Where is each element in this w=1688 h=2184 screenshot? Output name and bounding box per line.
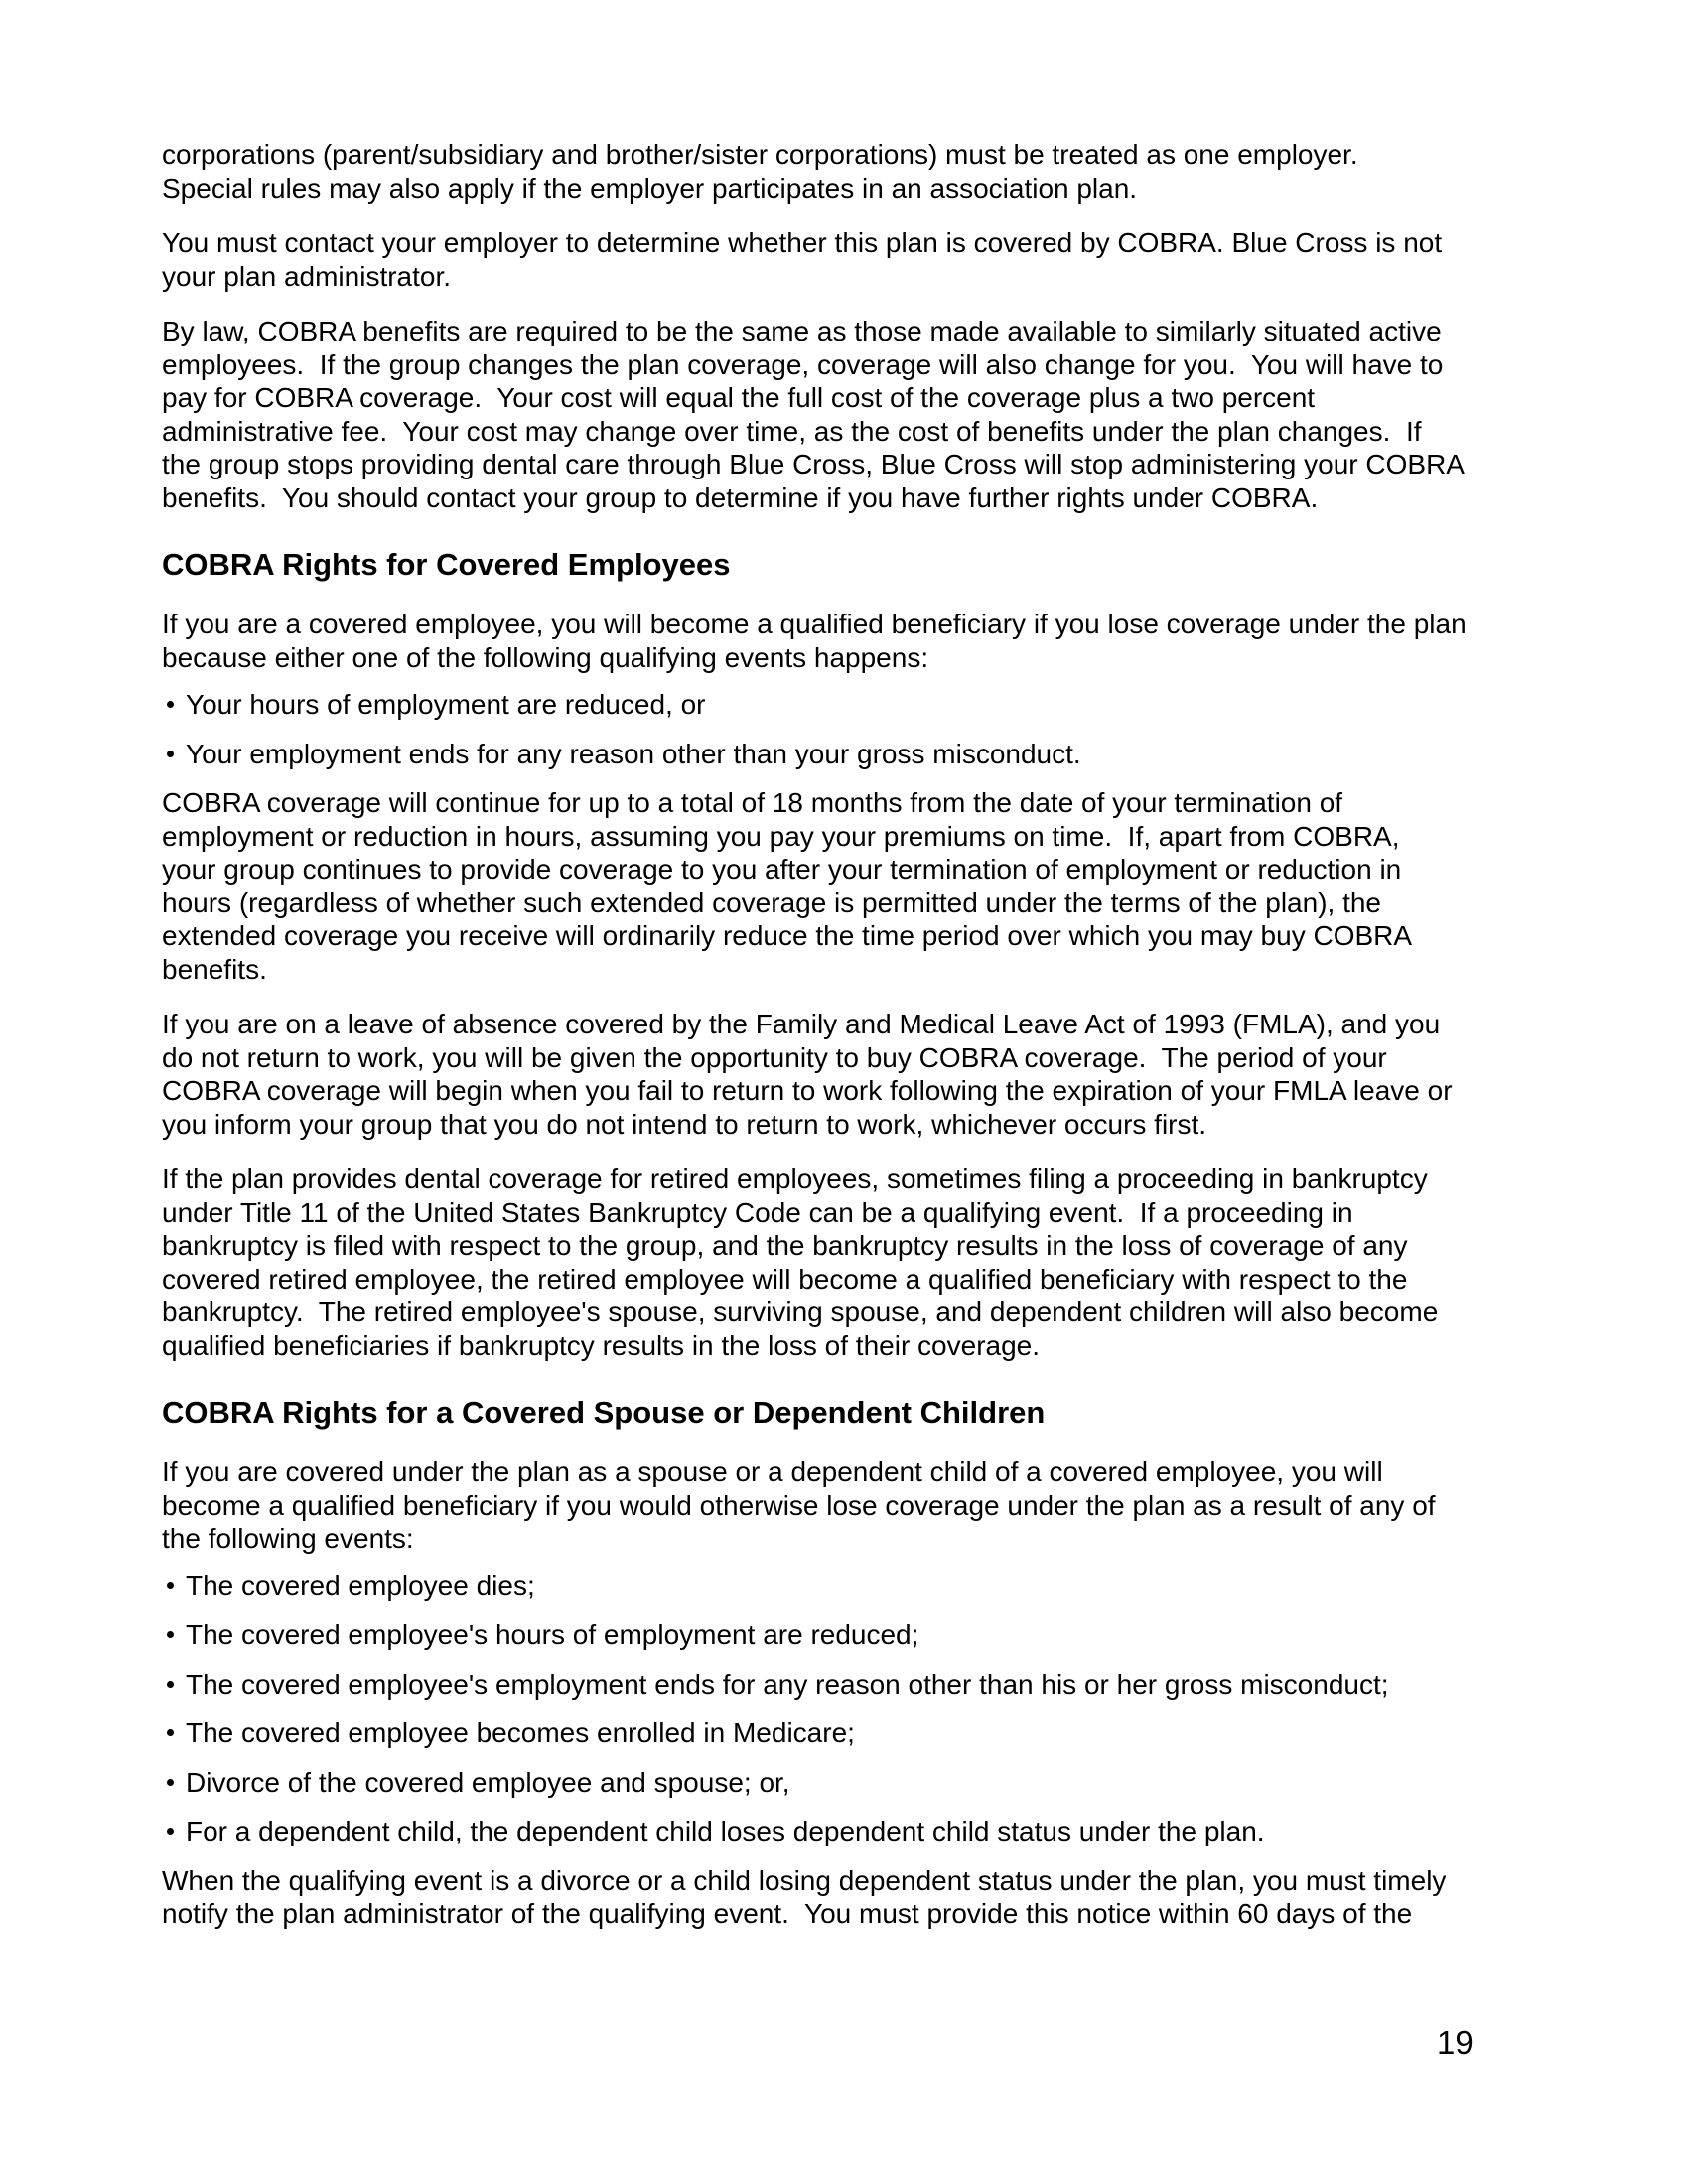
para-18-months-coverage (162, 786, 1572, 986)
para-covered-employee-qualified-beneficiary (162, 608, 1572, 674)
para-corporations (162, 138, 1572, 205)
bullet-icon (167, 1828, 174, 1835)
text-line: If the plan provides dental coverage for retired employees, sometimes filing a proceeding in bankruptcy (162, 1163, 1428, 1194)
text-line: the group stops providing dental care through Blue Cross, Blue Cross will stop administering your COBRA (162, 449, 1465, 479)
bullet-icon (167, 1729, 174, 1736)
bullet-icon (167, 1779, 174, 1786)
text-line: because either one of the following qualifying events happens: (162, 641, 929, 673)
text-line: extended coverage you receive will ordinarily reduce the time period over which you may buy COBRA (162, 920, 1413, 951)
text-line: corporations (parent/subsidiary and brother/sister corporations) must be treated as one employer. (162, 139, 1358, 170)
bullet-item (162, 1815, 1572, 1848)
para-cobra-same-benefits (162, 315, 1572, 514)
para-fmla-leave (162, 1008, 1572, 1141)
text-line: your plan administrator. (162, 260, 452, 292)
text-line: administrative fee. Your cost may change over time, as the cost of benefits under the plan changes. If (162, 415, 1422, 447)
para-divorce-notice-60-days (162, 1864, 1572, 1931)
text-line: employees. If the group changes the plan coverage, coverage will also change for you. You will have to (162, 348, 1444, 380)
bullet-icon (167, 701, 174, 708)
bullet-item (162, 1716, 1572, 1750)
text-line: do not return to work, you will be given the opportunity to buy COBRA coverage. The period of your (162, 1041, 1387, 1073)
bullet-icon (167, 1582, 174, 1589)
text-line: benefits. (162, 953, 267, 985)
heading-cobra-covered-employees: COBRA Rights for Covered Employees (162, 547, 731, 582)
list-spouse-qualifying-events (162, 1570, 1572, 1848)
bullet-text: For a dependent child, the dependent child loses dependent child status under the plan. (186, 1816, 1265, 1846)
text-line: qualified beneficiaries if bankruptcy results in the loss of their coverage. (162, 1329, 1041, 1361)
bullet-icon (167, 1631, 174, 1638)
para-contact-employer (162, 226, 1572, 293)
text-line: You must contact your employer to determine whether this plan is covered by COBRA. Blue Cross is not (162, 227, 1443, 258)
bullet-item (162, 1570, 1572, 1603)
text-line: employment or reduction in hours, assuming you pay your premiums on time. If, apart from COBRA, (162, 820, 1400, 852)
bullet-text: The covered employee becomes enrolled in Medicare; (186, 1717, 855, 1748)
bullet-icon (167, 1681, 174, 1688)
text-line: notify the plan administrator of the qualifying event. You must provide this notice within 60 days of the (162, 1898, 1413, 1929)
text-line: benefits. You should contact your group to determine if you have further rights under COBRA. (162, 481, 1319, 513)
text-line: Special rules may also apply if the employer participates in an association plan. (162, 172, 1138, 204)
bullet-item (162, 1618, 1572, 1652)
text-line: you inform your group that you do not intend to return to work, whichever occurs first. (162, 1108, 1207, 1140)
text-line: bankruptcy is filed with respect to the group, and the bankruptcy results in the loss of coverage of any (162, 1230, 1408, 1261)
text-line: COBRA coverage will continue for up to a total of 18 months from the date of your termination of (162, 787, 1343, 818)
text-line: bankruptcy. The retired employee's spouse, surviving spouse, and dependent children will also become (162, 1297, 1439, 1327)
text-line: If you are covered under the plan as a spouse or a dependent child of a covered employee, you will (162, 1456, 1383, 1487)
text-line: the following events: (162, 1523, 414, 1554)
text-line: under Title 11 of the United States Bankruptcy Code can be a qualifying event. If a proceeding in (162, 1196, 1353, 1228)
heading-cobra-spouse-dependents: COBRA Rights for a Covered Spouse or Dependent Children (162, 1395, 1046, 1430)
text-line: covered retired employee, the retired employee will become a qualified beneficiary with respect to the (162, 1263, 1408, 1295)
list-employee-qualifying-events (162, 688, 1572, 770)
page-number: 19 (1437, 2024, 1474, 2061)
text-line: hours (regardless of whether such extended coverage is permitted under the terms of the plan), the (162, 887, 1382, 918)
bullet-text: Divorce of the covered employee and spouse; or, (186, 1766, 790, 1798)
bullet-text: The covered employee dies; (186, 1570, 535, 1601)
bullet-item (162, 1668, 1572, 1702)
para-bankruptcy (162, 1162, 1572, 1362)
bullet-icon (167, 751, 174, 757)
text-line: When the qualifying event is a divorce or a child losing dependent status under the plan, you must timely (162, 1864, 1447, 1896)
text-line: your group continues to provide coverage to you after your termination of employment or reduction in (162, 854, 1402, 885)
para-spouse-dependent-qualified-beneficiary (162, 1455, 1572, 1556)
document-body (162, 138, 1572, 1953)
text-line: pay for COBRA coverage. Your cost will equal the full cost of the coverage plus a two percent (162, 382, 1316, 413)
bullet-text: The covered employee's employment ends for any reason other than his or her gross misconduct; (186, 1668, 1389, 1700)
text-line: By law, COBRA benefits are required to be the same as those made available to similarly situated active (162, 316, 1442, 346)
text-line: If you are a covered employee, you will become a qualified beneficiary if you lose coverage under the plan (162, 609, 1467, 639)
text-line: If you are on a leave of absence covered by the Family and Medical Leave Act of 1993 (FMLA), and you (162, 1009, 1441, 1039)
bullet-item (162, 688, 1572, 722)
bullet-item (162, 1766, 1572, 1800)
text-line: COBRA coverage will begin when you fail to return to work following the expiration of your FMLA leave or (162, 1075, 1453, 1106)
bullet-item (162, 738, 1572, 771)
bullet-text: Your hours of employment are reduced, or (186, 689, 706, 720)
bullet-text: Your employment ends for any reason other than your gross misconduct. (186, 738, 1081, 769)
text-line: become a qualified beneficiary if you would otherwise lose coverage under the plan as a result of any of (162, 1489, 1436, 1521)
bullet-text: The covered employee's hours of employment are reduced; (186, 1619, 919, 1650)
